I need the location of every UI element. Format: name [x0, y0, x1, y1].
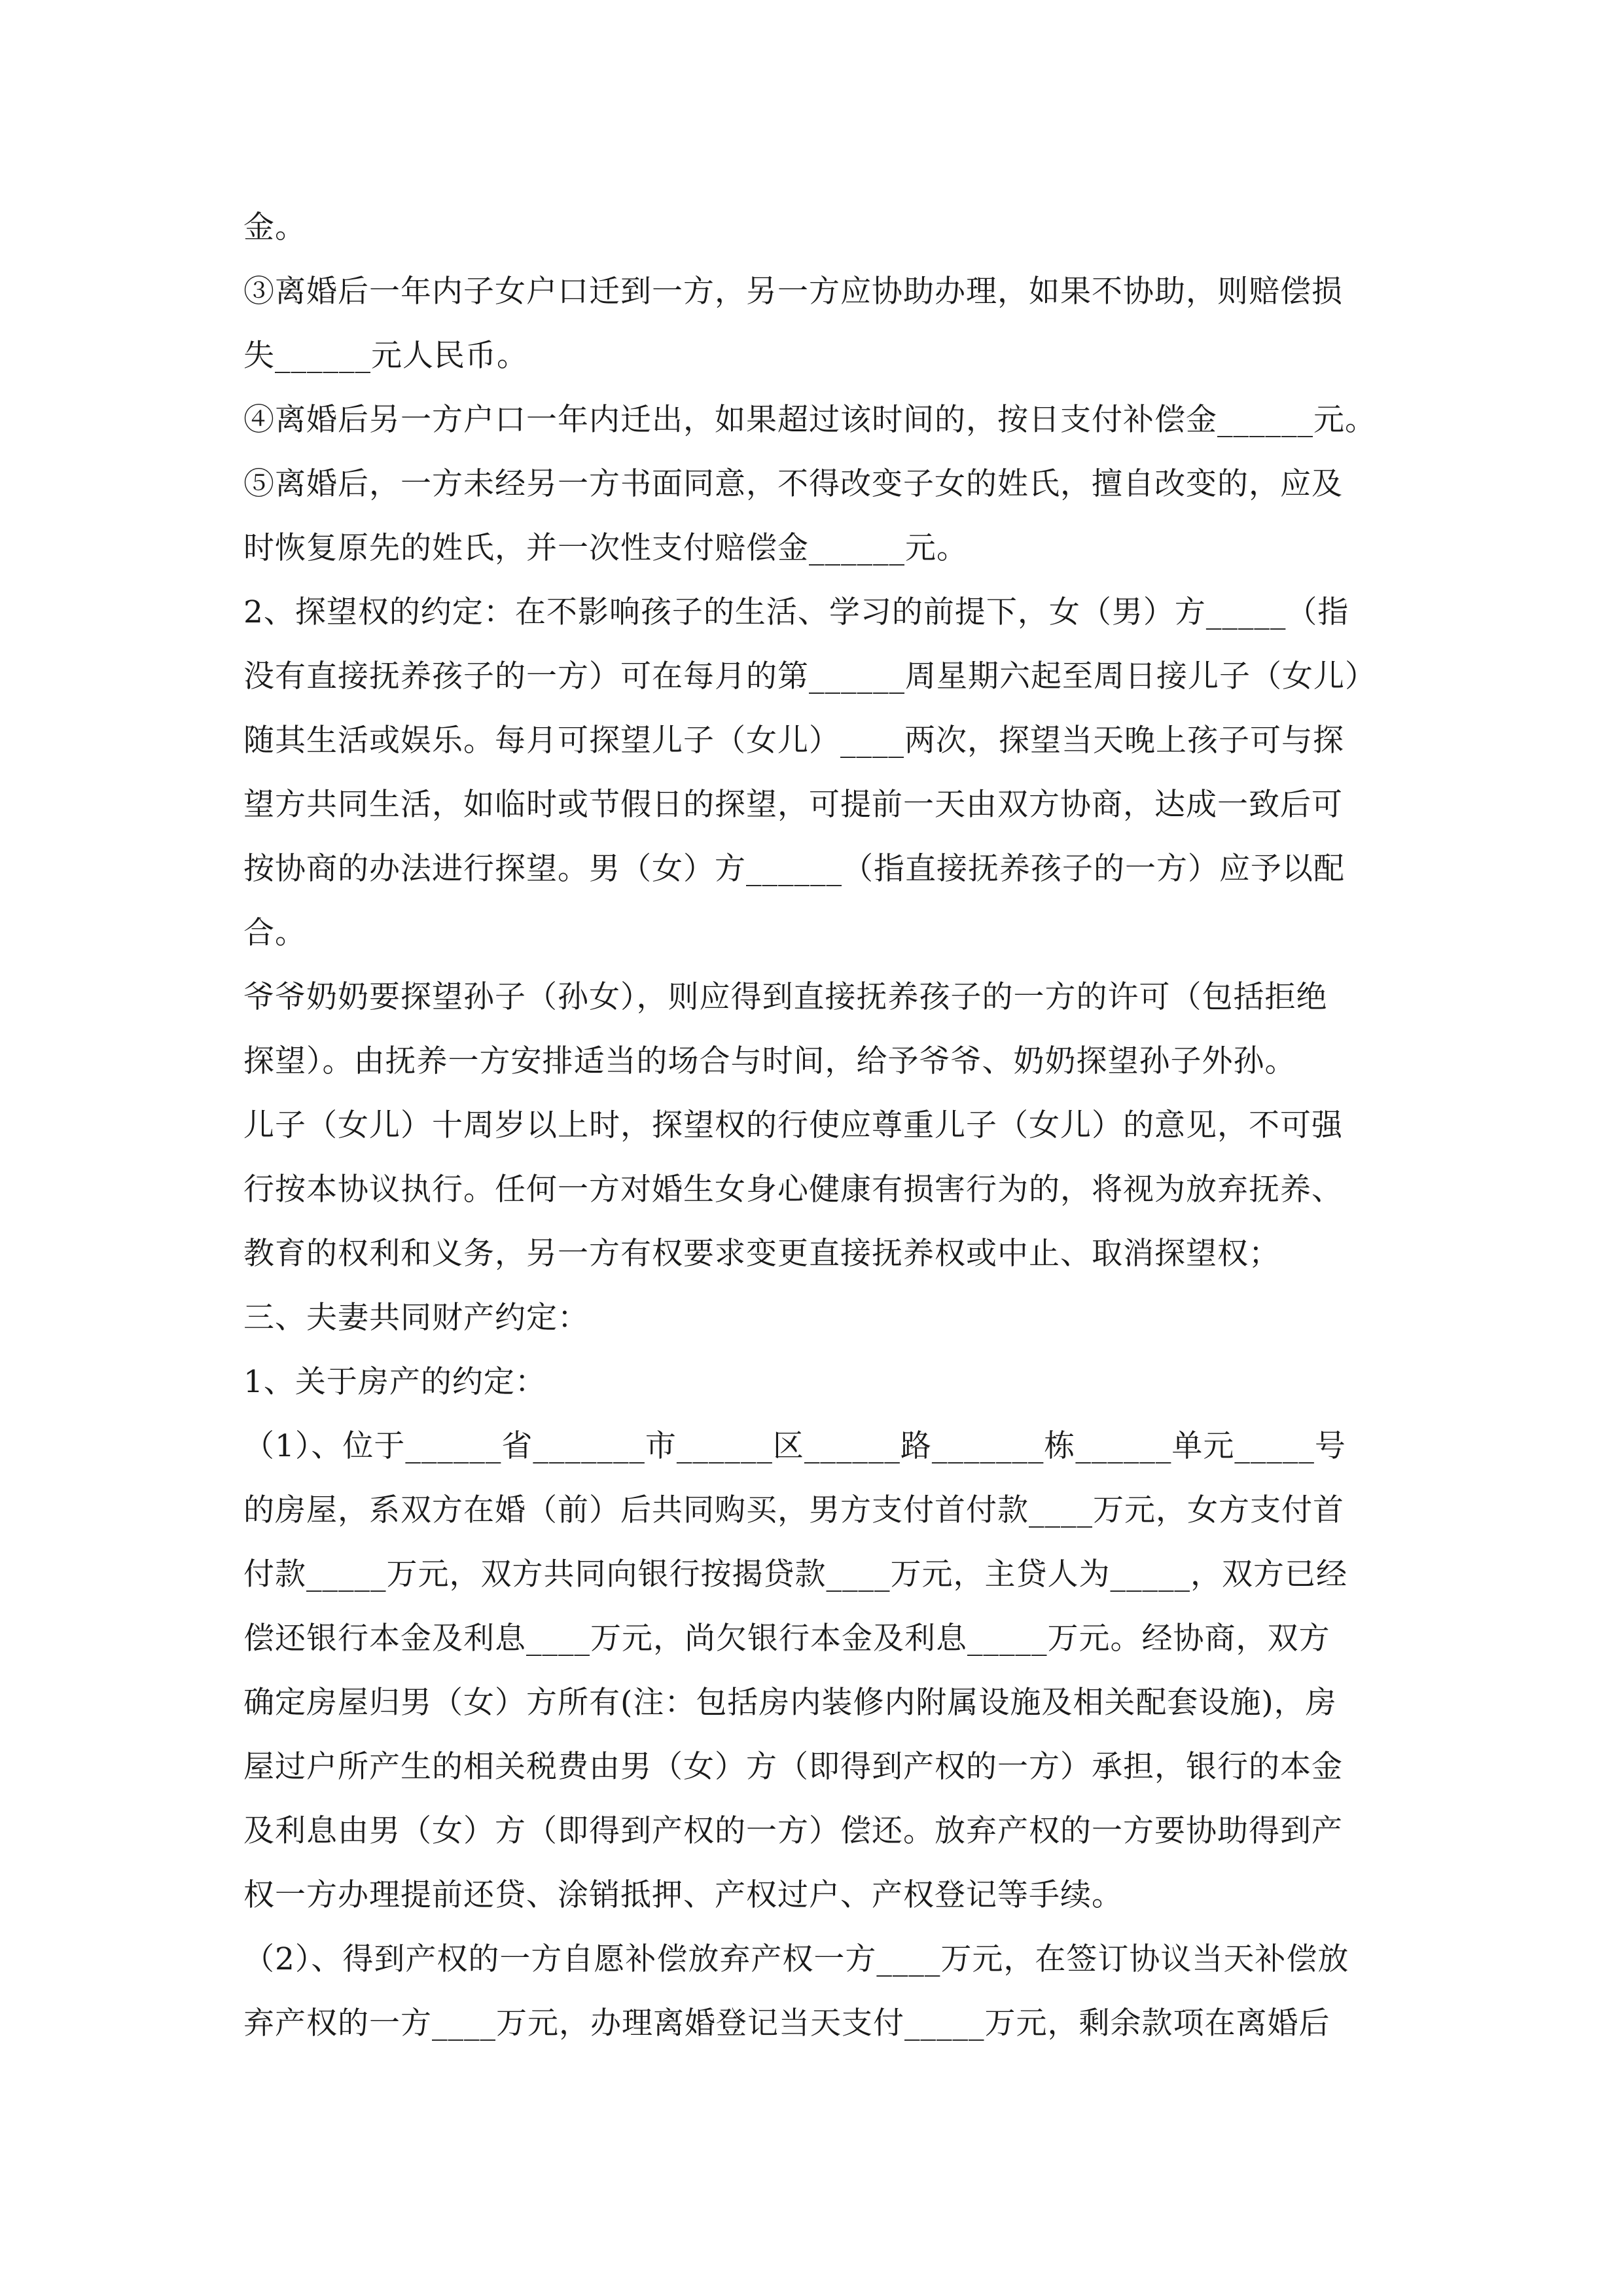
text-line: 2、探望权的约定：在不影响孩子的生活、学习的前提下，女（男）方_____（指 — [243, 594, 1349, 630]
text-line: 金。 — [243, 209, 306, 245]
text-line: 合。 — [243, 915, 306, 951]
text-line: （2）、得到产权的一方自愿补偿放弃产权一方____万元，在签订协议当天补偿放 — [243, 1941, 1349, 1977]
text-line: 按协商的办法进行探望。男（女）方______（指直接抚养孩子的一方）应予以配 — [243, 851, 1345, 887]
text-line: （1）、位于______省_______市______区______路_______栋______单元_____号 — [243, 1428, 1346, 1464]
text-line: 随其生活或娱乐。每月可探望儿子（女儿）____两次，探望当天晚上孩子可与探 — [243, 723, 1344, 759]
text-line: 偿还银行本金及利息____万元，尚欠银行本金及利息_____万元。经协商，双方 — [243, 1621, 1330, 1657]
text-line: 屋过户所产生的相关税费由男（女）方（即得到产权的一方）承担，银行的本金 — [243, 1749, 1343, 1785]
text-line: 时恢复原先的姓氏，并一次性支付赔偿金______元。 — [243, 530, 968, 566]
text-line: 教育的权利和义务，另一方有权要求变更直接抚养权或中止、取消探望权； — [243, 1236, 1280, 1272]
text-line: 没有直接抚养孩子的一方）可在每月的第______周星期六起至周日接儿子（女儿） — [243, 658, 1376, 694]
text-line: 爷爷奶奶要探望孙子（孙女），则应得到直接抚养孩子的一方的许可（包括拒绝 — [243, 979, 1328, 1015]
text-line: 望方共同生活，如临时或节假日的探望，可提前一天由双方协商，达成一致后可 — [243, 787, 1343, 823]
text-line: 的房屋，系双方在婚（前）后共同购买，男方支付首付款____万元，女方支付首 — [243, 1492, 1344, 1528]
text-line: 付款_____万元，双方共同向银行按揭贷款____万元，主贷人为_____，双方已经 — [243, 1556, 1347, 1592]
text-line: 探望）。由抚养一方安排适当的场合与时间，给予爷爷、奶奶探望孙子外孙。 — [243, 1043, 1296, 1079]
text-line: 失______元人民币。 — [243, 338, 528, 374]
text-line: 儿子（女儿）十周岁以上时，探望权的行使应尊重儿子（女儿）的意见，不可强 — [243, 1107, 1343, 1143]
text-line: 确定房屋归男（女）方所有(注：包括房内装修内附属设施及相关配套设施)，房 — [243, 1685, 1337, 1721]
text-line: 及利息由男（女）方（即得到产权的一方）偿还。放弃产权的一方要协助得到产 — [243, 1813, 1343, 1849]
text-line: ④离婚后另一方户口一年内迁出，如果超过该时间的，按日支付补偿金______元。 — [243, 402, 1376, 438]
section-heading: 三、夫妻共同财产约定： — [243, 1300, 589, 1336]
subsection-heading: 1、关于房产的约定： — [243, 1364, 546, 1400]
text-line: ⑤离婚后，一方未经另一方书面同意，不得改变子女的姓氏，擅自改变的，应及 — [243, 466, 1343, 502]
text-line: ③离婚后一年内子女户口迁到一方，另一方应协助办理，如果不协助，则赔偿损 — [243, 274, 1343, 310]
text-line: 弃产权的一方____万元，办理离婚登记当天支付_____万元，剩余款项在离婚后 — [243, 2005, 1330, 2041]
text-line: 行按本协议执行。任何一方对婚生女身心健康有损害行为的，将视为放弃抚养、 — [243, 1172, 1343, 1208]
text-line: 权一方办理提前还贷、涂销抵押、产权过户、产权登记等手续。 — [243, 1877, 1123, 1913]
